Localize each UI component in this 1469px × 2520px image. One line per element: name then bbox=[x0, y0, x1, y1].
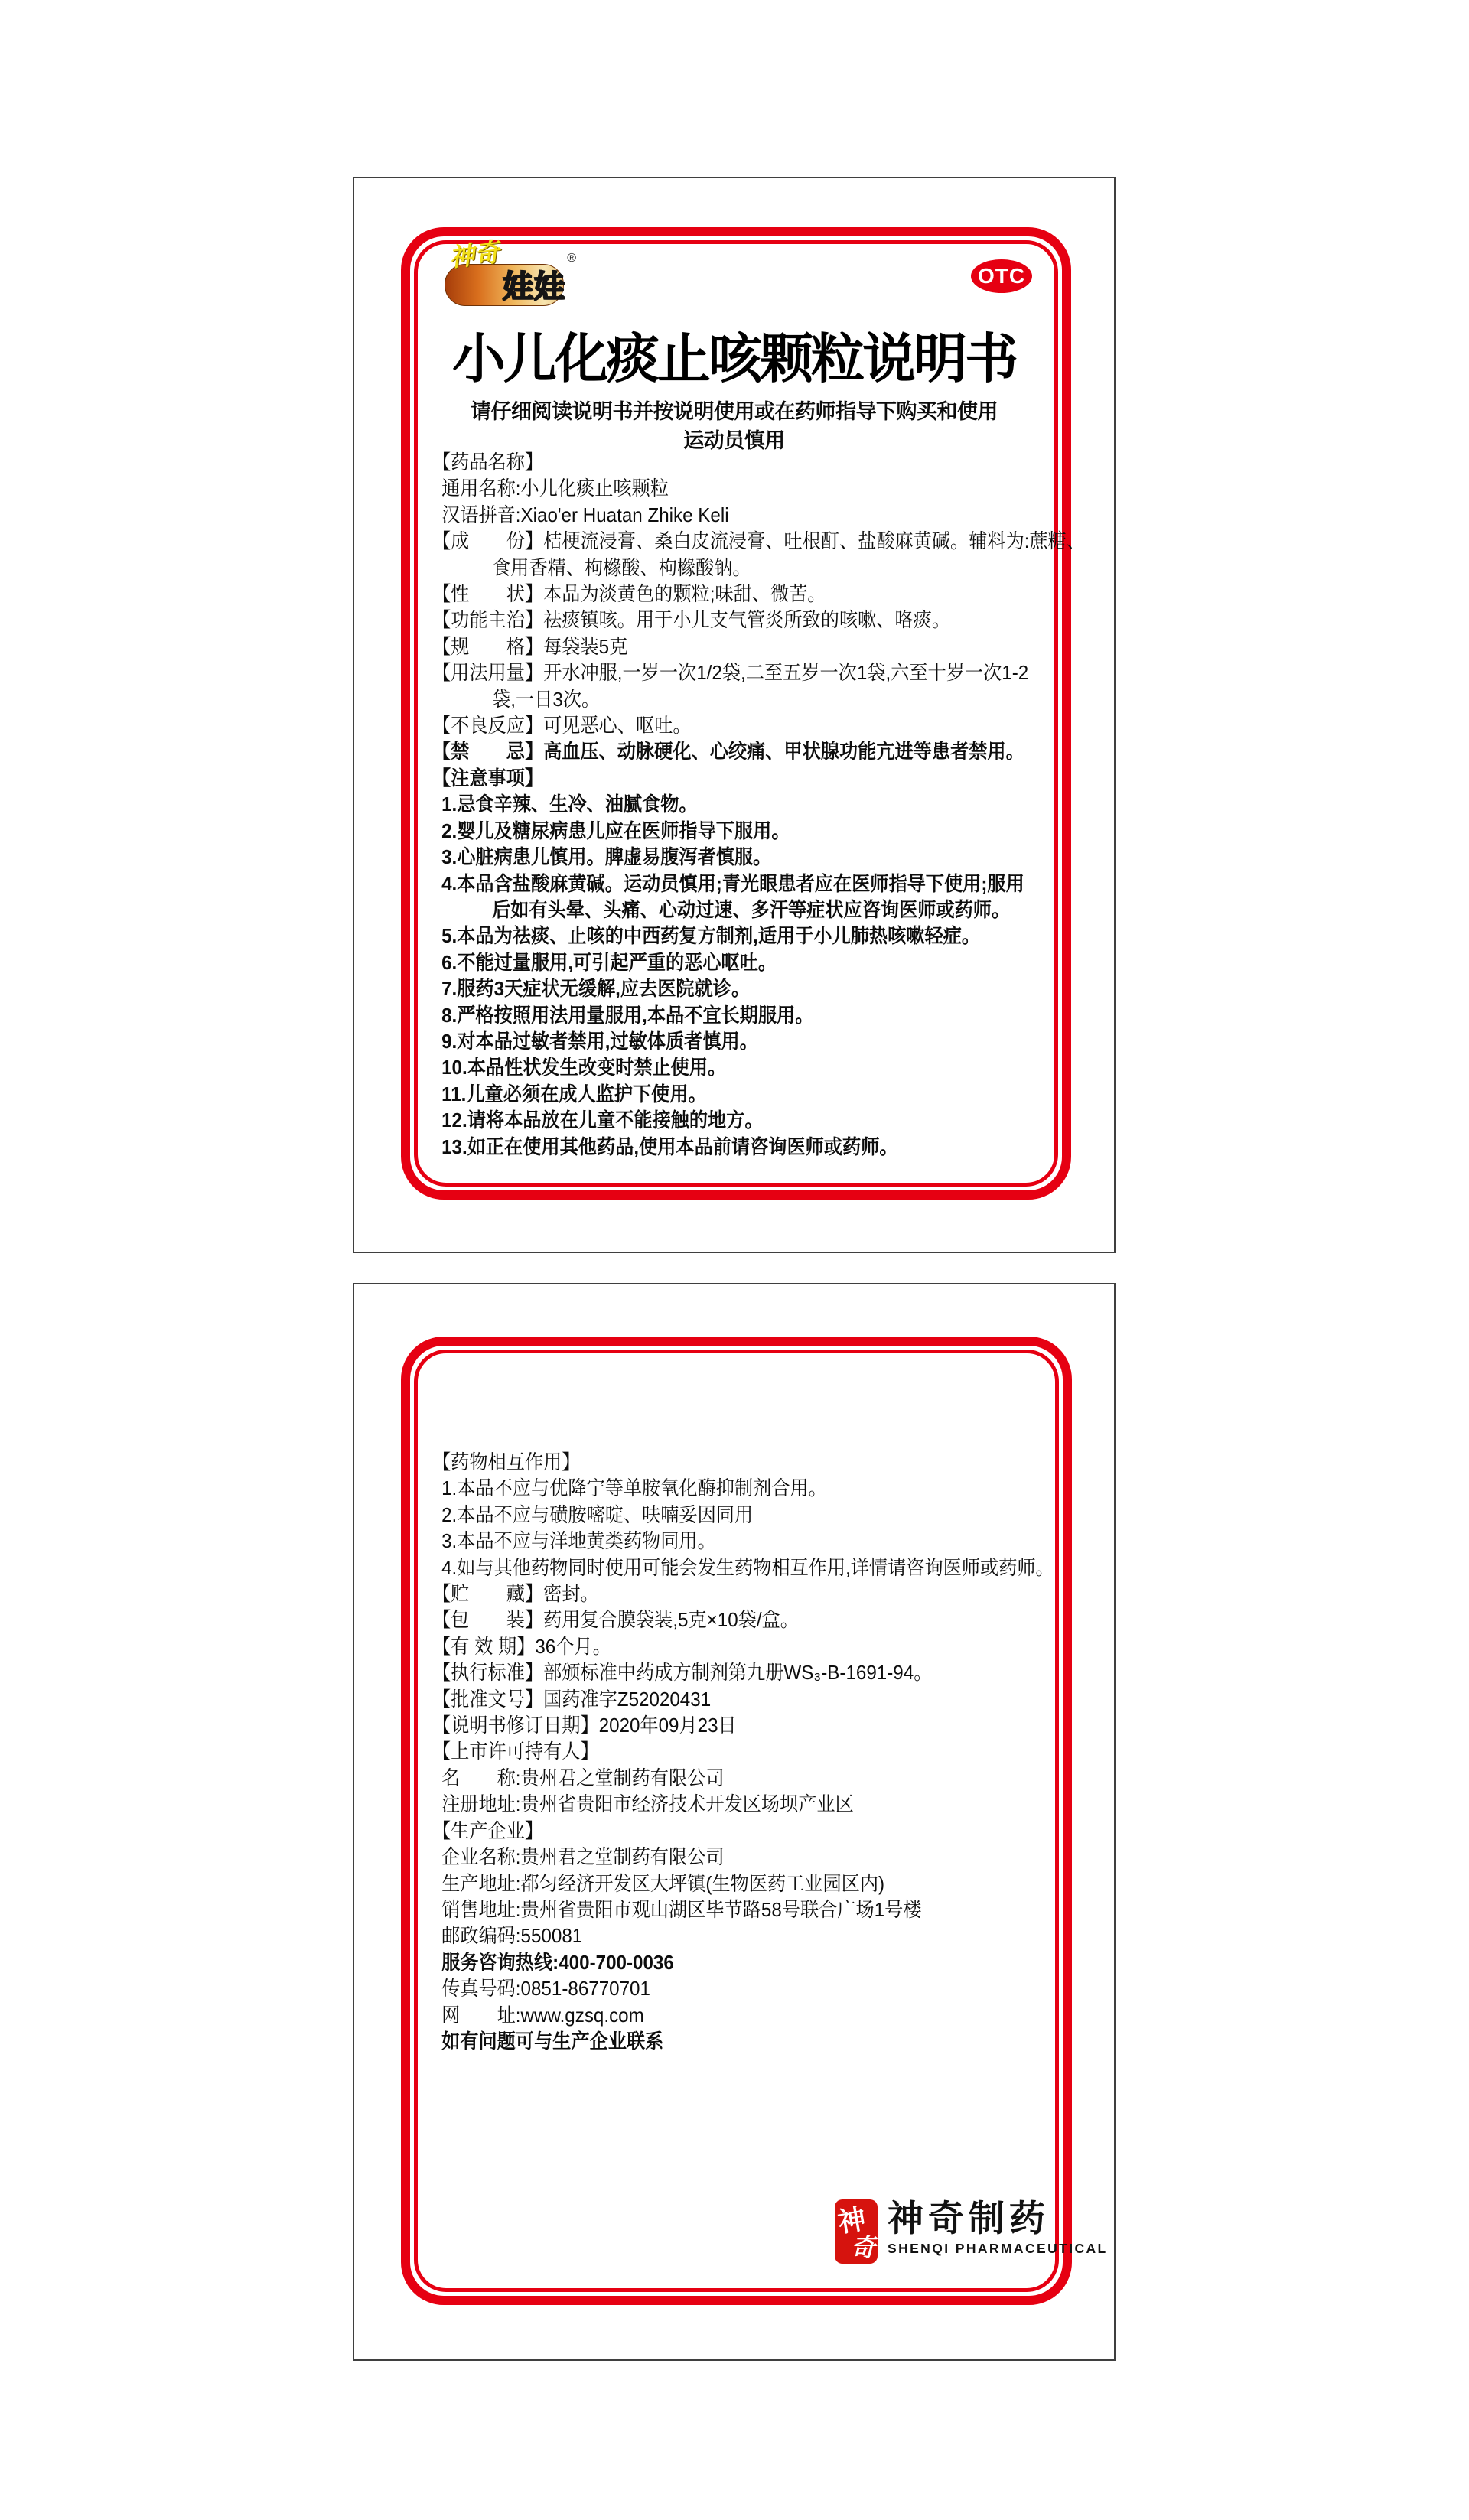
drug-info-body bbox=[432, 449, 1086, 1160]
read-instructions-notice: 请仔细阅读说明书并按说明使用或在药师指导下购买和使用 bbox=[471, 400, 998, 423]
leaflet-text-line: 如有问题可与生产企业联系 bbox=[441, 2029, 664, 2053]
leaflet-text-line: 【用法用量】开水冲服,一岁一次1/2袋,二至五岁一次1袋,六至十岁一次1-2 bbox=[432, 661, 1029, 685]
leaflet-text-line: 销售地址:贵州省贵阳市观山湖区毕节路58号联合广场1号楼 bbox=[441, 1897, 922, 1921]
leaflet-text-line: 网 址:www.gzsq.com bbox=[441, 2003, 644, 2027]
brand-logo-wawa-characters: 娃娃 bbox=[503, 270, 565, 304]
leaflet-text-line: 企业名称:贵州君之堂制药有限公司 bbox=[441, 1845, 725, 1869]
leaflet-text-line: 【生产企业】 bbox=[432, 1818, 544, 1842]
athlete-warning: 运动员慎用 bbox=[683, 429, 785, 452]
leaflet-text-line: 7.服药3天症状无缓解,应去医院就诊。 bbox=[441, 977, 751, 1001]
leaflet-text-line: 【规 格】每袋装5克 bbox=[432, 634, 628, 658]
company-name-cn: 神奇制药 bbox=[888, 2198, 1050, 2238]
panel-back bbox=[353, 1283, 1116, 2361]
leaflet-text-line: 9.对本品过敏者禁用,过敏体质者慎用。 bbox=[441, 1029, 758, 1053]
leaflet-text-line: 【有 效 期】36个月。 bbox=[432, 1634, 611, 1658]
leaflet-text-line: 6.不能过量服用,可引起严重的恶心呕吐。 bbox=[441, 950, 777, 974]
leaflet-text-line: 【性 状】本品为淡黄色的颗粒;味甜、微苦。 bbox=[432, 582, 826, 606]
leaflet-text-line: 汉语拼音:Xiao'er Huatan Zhike Keli bbox=[441, 503, 729, 526]
brand-logo bbox=[445, 236, 576, 307]
leaflet-text-line: 生产地址:都匀经济开发区大坪镇(生物医药工业园区内) bbox=[441, 1871, 885, 1895]
leaflet-text-line: 【功能主治】祛痰镇咳。用于小儿支气管炎所致的咳嗽、咯痰。 bbox=[432, 608, 951, 632]
leaflet-text-line: 【包 装】药用复合膜袋装,5克×10袋/盒。 bbox=[432, 1608, 799, 1632]
leaflet-text-line: 袋,一日3次。 bbox=[492, 687, 601, 711]
leaflet-text-line: 【禁 忌】高血压、动脉硬化、心绞痛、甲状腺功能亢进等患者禁用。 bbox=[432, 740, 1024, 763]
leaflet-text-line: 名 称:贵州君之堂制药有限公司 bbox=[441, 1766, 725, 1789]
leaflet-text-line: 【药物相互作用】 bbox=[432, 1450, 581, 1473]
seal-char-shen: 神 bbox=[835, 2203, 868, 2239]
leaflet-text-line: 【药品名称】 bbox=[432, 451, 544, 474]
manufacturer-logo-text bbox=[888, 2199, 1108, 2257]
leaflet-text-line: 2.本品不应与磺胺嘧啶、呋喃妥因同用 bbox=[441, 1503, 754, 1526]
leaflet-title: 小儿化痰止咳颗粒说明书 bbox=[452, 327, 1016, 390]
leaflet-text-line: 【不良反应】可见恶心、呕吐。 bbox=[432, 714, 692, 737]
leaflet-text-line: 【批准文号】国药准字Z52020431 bbox=[432, 1687, 712, 1711]
leaflet-text-line: 注册地址:贵州省贵阳市经济技术开发区场坝产业区 bbox=[441, 1792, 854, 1816]
leaflet-text-line: 【成 份】桔梗流浸膏、桑白皮流浸膏、吐根酊、盐酸麻黄碱。辅料为:蔗糖、 bbox=[432, 529, 1086, 553]
leaflet-text-line: 服务咨询热线:400-700-0036 bbox=[441, 1950, 674, 1974]
leaflet-text-line: 12.请将本品放在儿童不能接触的地方。 bbox=[441, 1109, 764, 1132]
brand-logo-shenqi-script: 神奇 bbox=[447, 236, 502, 273]
leaflet-text-line: 1.忌食辛辣、生冷、油腻食物。 bbox=[441, 793, 698, 816]
leaflet-text-line: 10.本品性状发生改变时禁止使用。 bbox=[441, 1056, 727, 1079]
leaflet-text-line: 3.本品不应与洋地黄类药物同用。 bbox=[441, 1529, 716, 1553]
panel-front bbox=[353, 177, 1116, 1253]
leaflet-text-line: 2.婴儿及糖尿病患儿应在医师指导下服用。 bbox=[441, 819, 790, 842]
leaflet-text-line: 4.本品含盐酸麻黄碱。运动员慎用;青光眼患者应在医师指导下使用;服用 bbox=[441, 871, 1024, 895]
leaflet-text-line: 13.如正在使用其他药品,使用本品前请咨询医师或药师。 bbox=[441, 1135, 898, 1158]
leaflet-text-line: 传真号码:0851-86770701 bbox=[441, 1977, 650, 2001]
manufacturer-info-body bbox=[432, 1449, 1076, 2054]
leaflet-text-line: 【贮 藏】密封。 bbox=[432, 1582, 599, 1606]
leaflet-text-line: 5.本品为祛痰、止咳的中西药复方制剂,适用于小儿肺热咳嗽轻症。 bbox=[441, 924, 981, 948]
leaflet-text-line: 通用名称:小儿化痰止咳颗粒 bbox=[441, 477, 669, 500]
otc-badge: OTC bbox=[971, 259, 1032, 293]
leaflet-text-line: 【说明书修订日期】2020年09月23日 bbox=[432, 1714, 737, 1737]
leaflet-text-line: 食用香精、枸橼酸、枸橼酸钠。 bbox=[492, 555, 751, 579]
shenqi-seal-icon bbox=[835, 2199, 878, 2264]
registered-trademark-icon: ® bbox=[567, 252, 576, 265]
seal-char-qi: 奇 bbox=[850, 2233, 875, 2262]
leaflet-text-line: 后如有头晕、头痛、心动过速、多汗等症状应咨询医师或药师。 bbox=[492, 897, 1011, 921]
leaflet-text-line: 【执行标准】部颁标准中药成方制剂第九册WS₃-B-1691-94。 bbox=[432, 1661, 933, 1685]
leaflet-text-line: 邮政编码:550081 bbox=[441, 1924, 583, 1948]
leaflet-text-line: 【注意事项】 bbox=[432, 766, 544, 790]
leaflet-text-line: 11.儿童必须在成人监护下使用。 bbox=[441, 1082, 707, 1105]
leaflet-text-line: 1.本品不应与优降宁等单胺氧化酶抑制剂合用。 bbox=[441, 1477, 827, 1500]
manufacturer-logo bbox=[835, 2199, 1108, 2264]
leaflet-text-line: 【上市许可持有人】 bbox=[432, 1740, 599, 1763]
leaflet-text-line: 4.如与其他药物同时使用可能会发生药物相互作用,详情请咨询医师或药师。 bbox=[441, 1555, 1054, 1579]
company-name-en: SHENQI PHARMACEUTICAL bbox=[888, 2241, 1108, 2257]
leaflet-text-line: 8.严格按照用法用量服用,本品不宜长期服用。 bbox=[441, 1003, 814, 1027]
leaflet-text-line: 3.心脏病患儿慎用。脾虚易腹泻者慎服。 bbox=[441, 845, 772, 869]
